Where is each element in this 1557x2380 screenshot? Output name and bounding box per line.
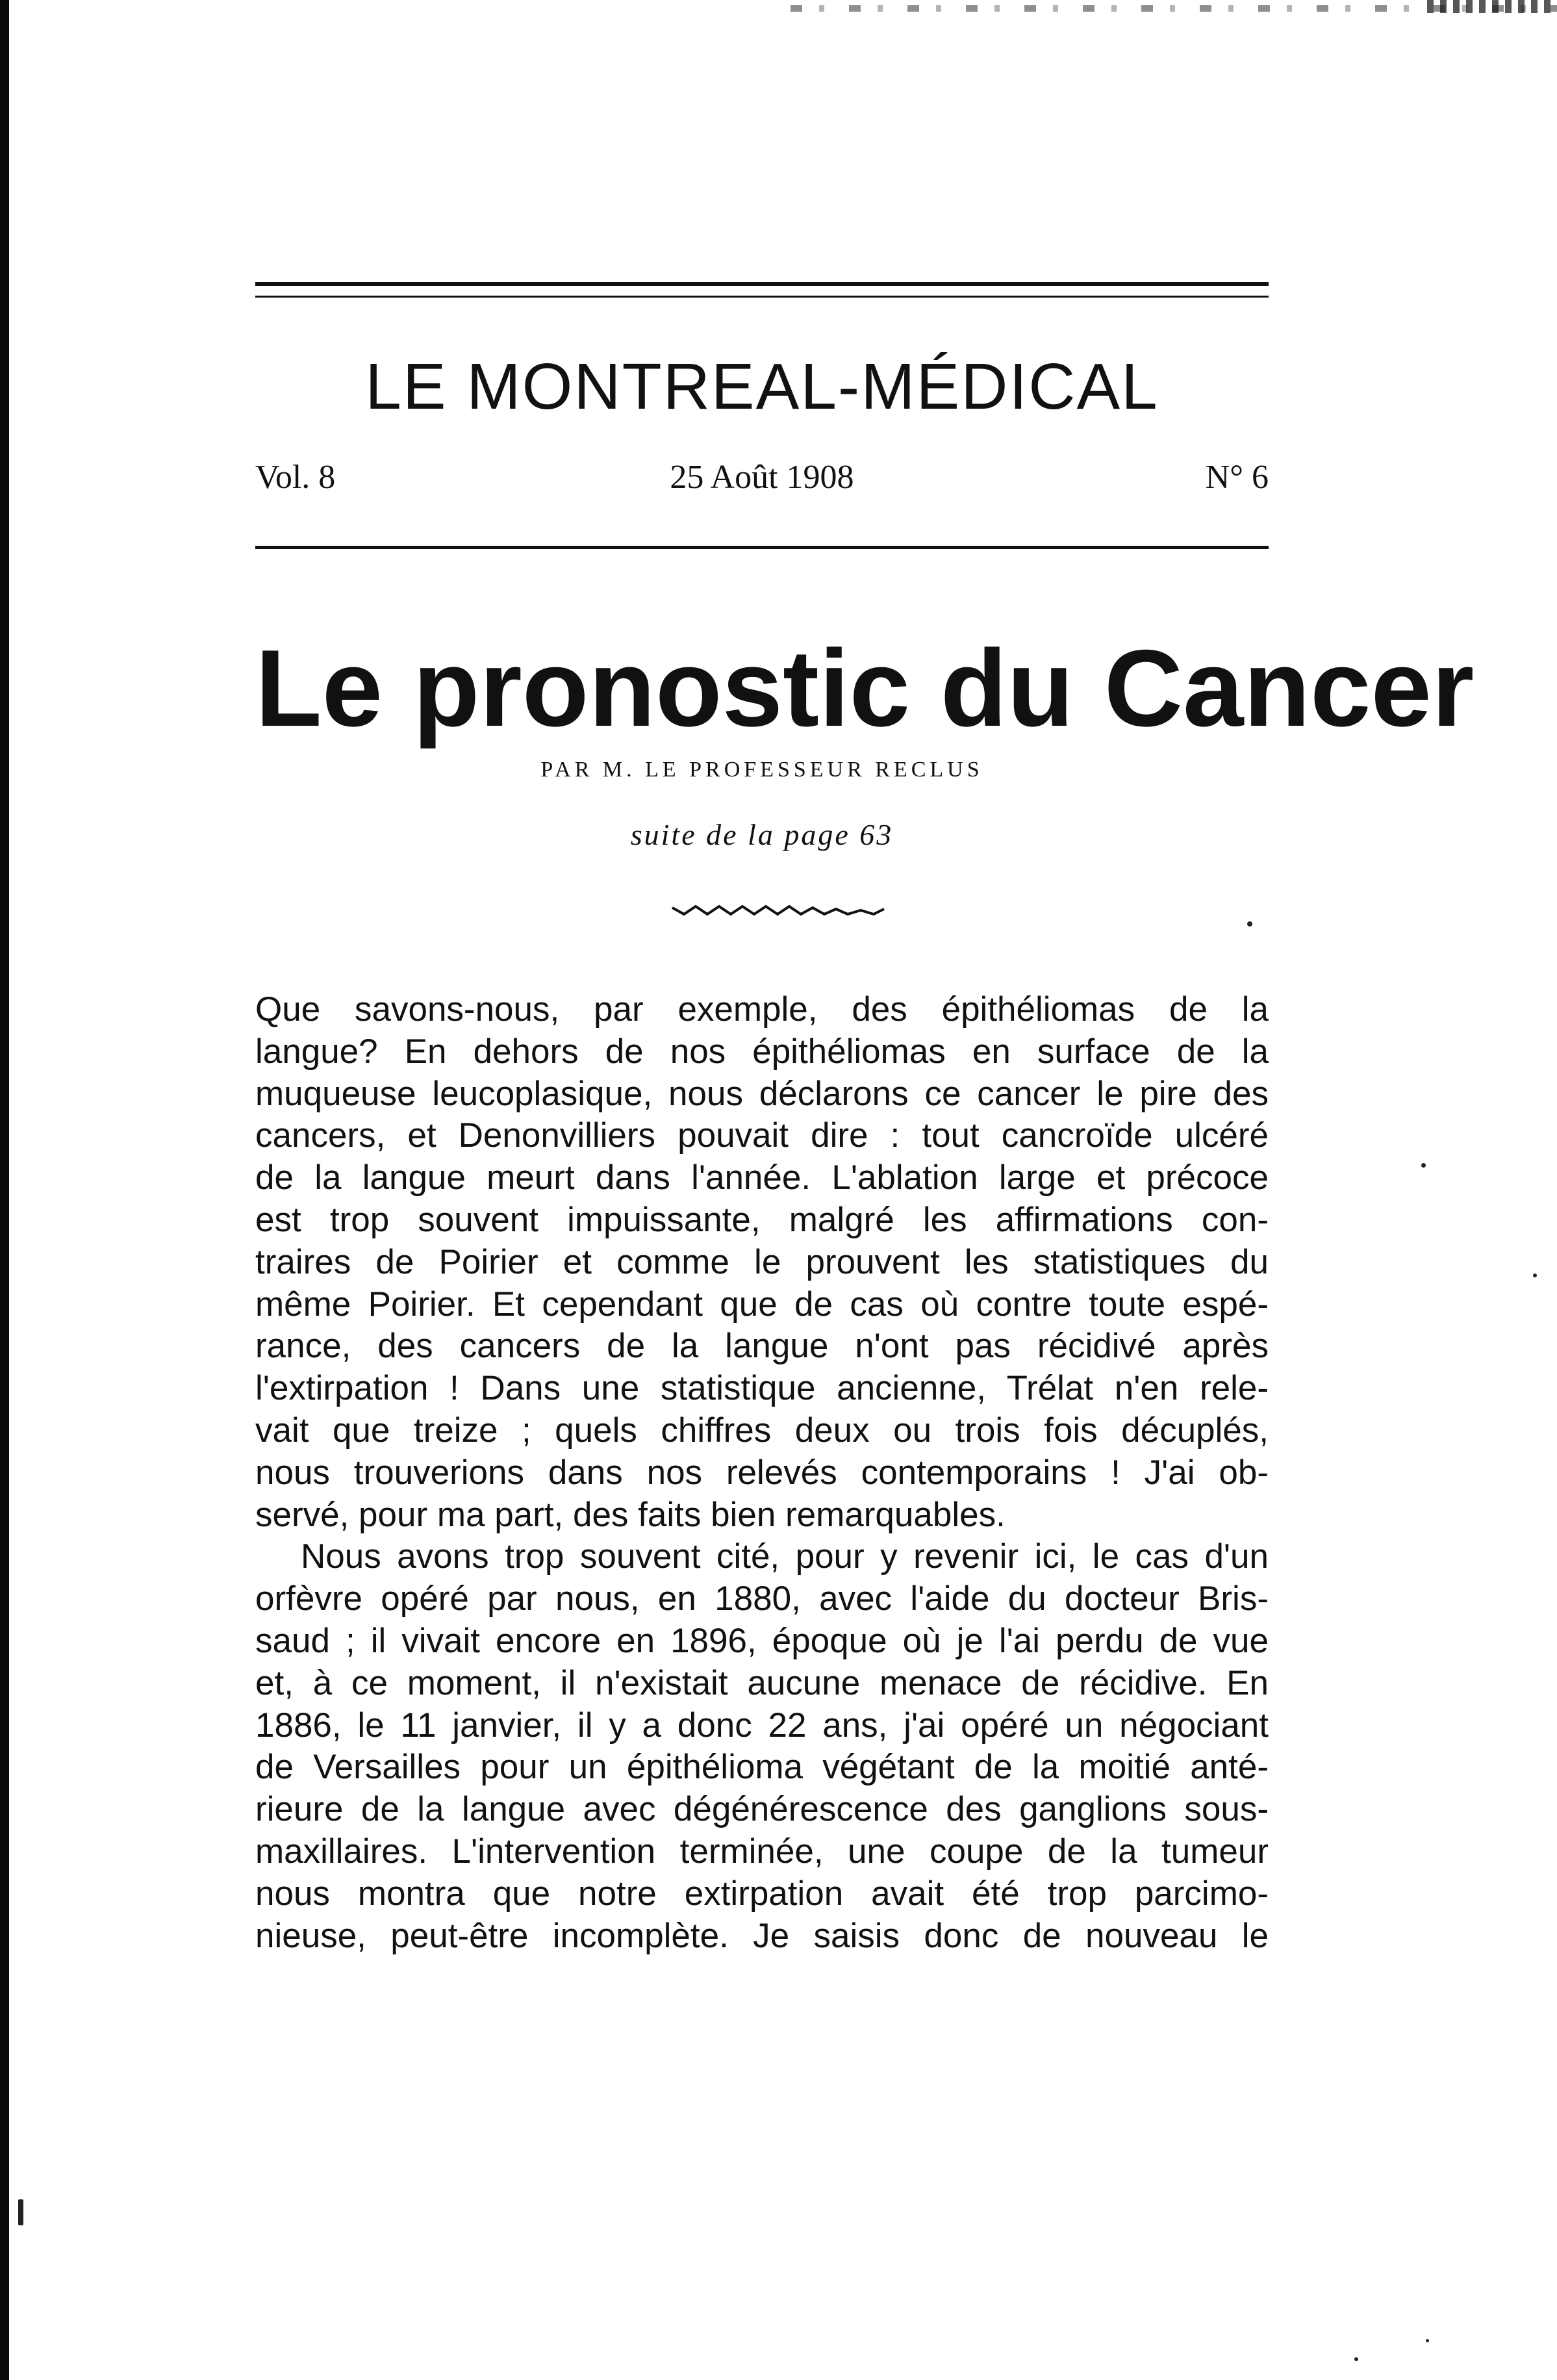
header-rule bbox=[255, 296, 1269, 298]
text-line: rieure de la langue avec dégénérescence des ganglions sous- bbox=[255, 1790, 1269, 1829]
text-line: Que savons-nous, par exemple, des épithéliomas de la bbox=[255, 990, 1269, 1029]
journal-title: LE MONTREAL-MÉDICAL bbox=[365, 350, 1159, 423]
issue-number: N° 6 bbox=[1205, 459, 1269, 496]
scan-speck bbox=[1421, 1163, 1426, 1168]
text-line: nous trouverions dans nos relevés contemporains ! J'ai ob- bbox=[255, 1453, 1269, 1492]
text-line: orfèvre opéré par nous, en 1880, avec l'aide du docteur Bris- bbox=[255, 1580, 1269, 1619]
text-line: l'extirpation ! Dans une statistique ancienne, Trélat n'en rele- bbox=[255, 1369, 1269, 1408]
text-line: nieuse, peut-être incomplète. Je saisis donc de nouveau le bbox=[255, 1916, 1269, 1955]
scan-edge-noise-corner bbox=[1427, 0, 1557, 13]
text-line: est trop souvent impuissante, malgré les affirmations con- bbox=[255, 1200, 1269, 1239]
text-line: cancers, et Denonvilliers pouvait dire : tout cancroïde ulcéré bbox=[255, 1116, 1269, 1155]
text-line: servé, pour ma part, des faits bien remarquables. bbox=[255, 1495, 1006, 1534]
text-line: même Poirier. Et cependant que de cas où contre toute espé- bbox=[255, 1285, 1269, 1324]
text-line: vait que treize ; quels chiffres deux ou trois fois décuplés, bbox=[255, 1411, 1269, 1450]
text-line: saud ; il vivait encore en 1896, époque où je l'ai perdu de vue bbox=[255, 1621, 1269, 1660]
article-byline: PAR M. LE PROFESSEUR RECLUS bbox=[540, 758, 983, 782]
text-line: 1886, le 11 janvier, il y a donc 22 ans, j'ai opéré un négociant bbox=[255, 1706, 1269, 1745]
issue-rule bbox=[255, 546, 1269, 549]
text-line: rance, des cancers de la langue n'ont pas récidivé après bbox=[255, 1327, 1269, 1366]
issue-line bbox=[255, 458, 1269, 497]
article-body bbox=[255, 989, 1269, 1957]
scan-edge-bar bbox=[0, 0, 9, 2380]
scan-speck bbox=[1354, 2357, 1358, 2361]
text-line: de Versailles pour un épithélioma végétant de la moitié anté- bbox=[255, 1748, 1269, 1787]
text-line: langue? En dehors de nos épithéliomas en surface de la bbox=[255, 1032, 1269, 1071]
text-line: et, à ce moment, il n'existait aucune menace de récidive. En bbox=[255, 1663, 1269, 1702]
text-line: nous montra que notre extirpation avait été trop parcimo- bbox=[255, 1874, 1269, 1913]
text-line: muqueuse leucoplasique, nous déclarons ce cancer le pire des bbox=[255, 1074, 1269, 1113]
scan-speck bbox=[1426, 2339, 1429, 2342]
article-title: Le pronostic du Cancer bbox=[255, 627, 1475, 749]
continuation-note: suite de la page 63 bbox=[630, 818, 894, 851]
document-page bbox=[255, 0, 1475, 2380]
scan-speck bbox=[18, 2199, 23, 2225]
issue-volume: Vol. 8 bbox=[255, 459, 336, 496]
text-line: de la langue meurt dans l'année. L'ablation large et précoce bbox=[255, 1158, 1269, 1197]
text-line: maxillaires. L'intervention terminée, une coupe de la tumeur bbox=[255, 1832, 1269, 1871]
header-rule bbox=[255, 282, 1269, 286]
scan-speck bbox=[1533, 1273, 1537, 1277]
text-line: traires de Poirier et comme le prouvent les statistiques du bbox=[255, 1242, 1269, 1281]
issue-date: 25 Août 1908 bbox=[670, 459, 854, 496]
text-line: Nous avons trop souvent cité, pour y revenir ici, le cas d'un bbox=[301, 1537, 1269, 1576]
ornament-divider bbox=[671, 900, 885, 919]
